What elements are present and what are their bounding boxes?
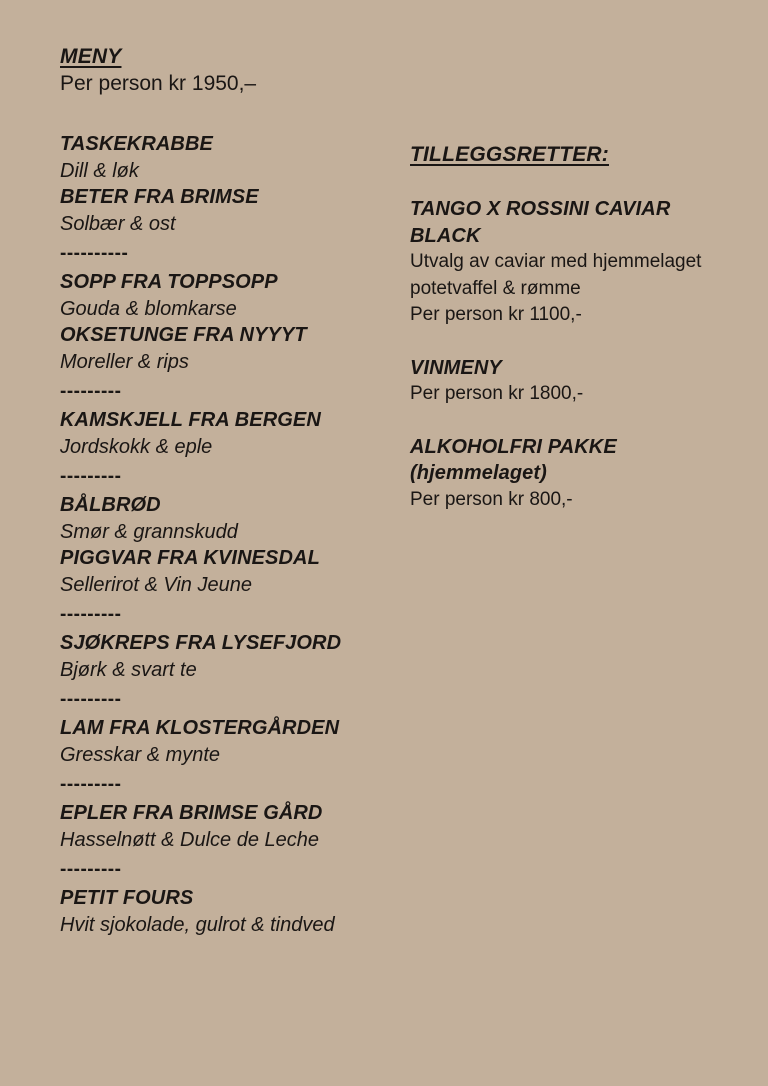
course-group — [60, 492, 390, 598]
dish-name: KAMSKJELL FRA BERGEN — [60, 409, 321, 431]
separator-dashes: --------- — [60, 689, 122, 710]
dish-name: SJØKREPS FRA LYSEFJORD — [60, 632, 342, 654]
extra-name-line: VINMENY — [410, 356, 502, 379]
extra-name-line: ALKOHOLFRI PAKKE — [410, 435, 617, 458]
dish-name: PETIT FOURS — [60, 887, 194, 909]
dish-description: Gouda & blomkarse — [60, 297, 237, 320]
extra-description-line: Utvalg av caviar med hjemmelaget — [410, 251, 702, 272]
separator-dashes: --------- — [60, 381, 122, 402]
dish-description: Smør & grannskudd — [60, 520, 238, 543]
spacer — [410, 329, 730, 355]
extra-description-line: potetvaffel & rømme — [410, 277, 581, 299]
dish-description: Hasselnøtt & Dulce de Leche — [60, 828, 320, 851]
separator-dashes: --------- — [60, 774, 122, 795]
course-separator — [60, 768, 390, 800]
course-separator — [60, 237, 390, 269]
dish-name: EPLER FRA BRIMSE GÅRD — [60, 802, 323, 824]
course-group — [60, 630, 390, 683]
dish-name: PIGGVAR FRA KVINESDAL — [60, 547, 320, 569]
dish-name: LAM FRA KLOSTERGÅRDEN — [60, 717, 340, 739]
dish-name: BETER FRA BRIMSE — [60, 186, 259, 208]
page-title: MENY — [60, 45, 122, 68]
dish-name: OKSETUNGE FRA NYYYT — [60, 324, 307, 346]
extra-item-alcohol-free — [410, 434, 730, 514]
extras-title: TILLEGGSRETTER: — [410, 143, 609, 166]
course-group — [60, 885, 390, 938]
spacer — [410, 168, 730, 196]
course-group — [60, 407, 390, 460]
course-separator — [60, 598, 390, 630]
menu-price: Per person kr 1950,– — [60, 72, 257, 95]
course-separator — [60, 375, 390, 407]
dish-name: SOPP FRA TOPPSOPP — [60, 271, 278, 293]
separator-dashes: --------- — [60, 859, 122, 880]
course-separator — [60, 853, 390, 885]
dish-description: Gresskar & mynte — [60, 743, 221, 766]
dish-name: TASKEKRABBE — [60, 133, 213, 155]
dish-description: Sellerirot & Vin Jeune — [60, 573, 252, 596]
extra-name-line: (hjemmelaget) — [410, 462, 547, 484]
dish-description: Moreller & rips — [60, 350, 189, 373]
course-group — [60, 269, 390, 375]
extra-name-line: BLACK — [410, 224, 481, 247]
course-separator — [60, 460, 390, 492]
extra-item-caviar — [410, 196, 730, 329]
extra-price: Per person kr 1800,- — [410, 383, 584, 404]
extra-price: Per person kr 800,- — [410, 488, 573, 510]
extra-price: Per person kr 1100,- — [410, 304, 582, 325]
extra-name-line: TANGO X ROSSINI CAVIAR — [410, 198, 671, 220]
dish-description: Bjørk & svart te — [60, 658, 197, 681]
spacer — [60, 97, 390, 131]
dish-description: Jordskokk & eple — [60, 435, 213, 458]
extras-column — [410, 142, 730, 513]
course-group — [60, 715, 390, 768]
course-group — [60, 800, 390, 853]
dish-name: BÅLBRØD — [60, 494, 161, 516]
dish-description: Dill & løk — [60, 159, 139, 182]
spacer — [410, 408, 730, 434]
separator-dashes: --------- — [60, 604, 122, 625]
menu-column — [60, 44, 390, 938]
dish-description: Solbær & ost — [60, 212, 176, 235]
course-separator — [60, 683, 390, 715]
course-group — [60, 131, 390, 237]
extra-item-wine-menu — [410, 355, 730, 408]
separator-dashes: ---------- — [60, 243, 129, 264]
dish-description: Hvit sjokolade, gulrot & tindved — [60, 913, 335, 936]
separator-dashes: --------- — [60, 466, 122, 487]
